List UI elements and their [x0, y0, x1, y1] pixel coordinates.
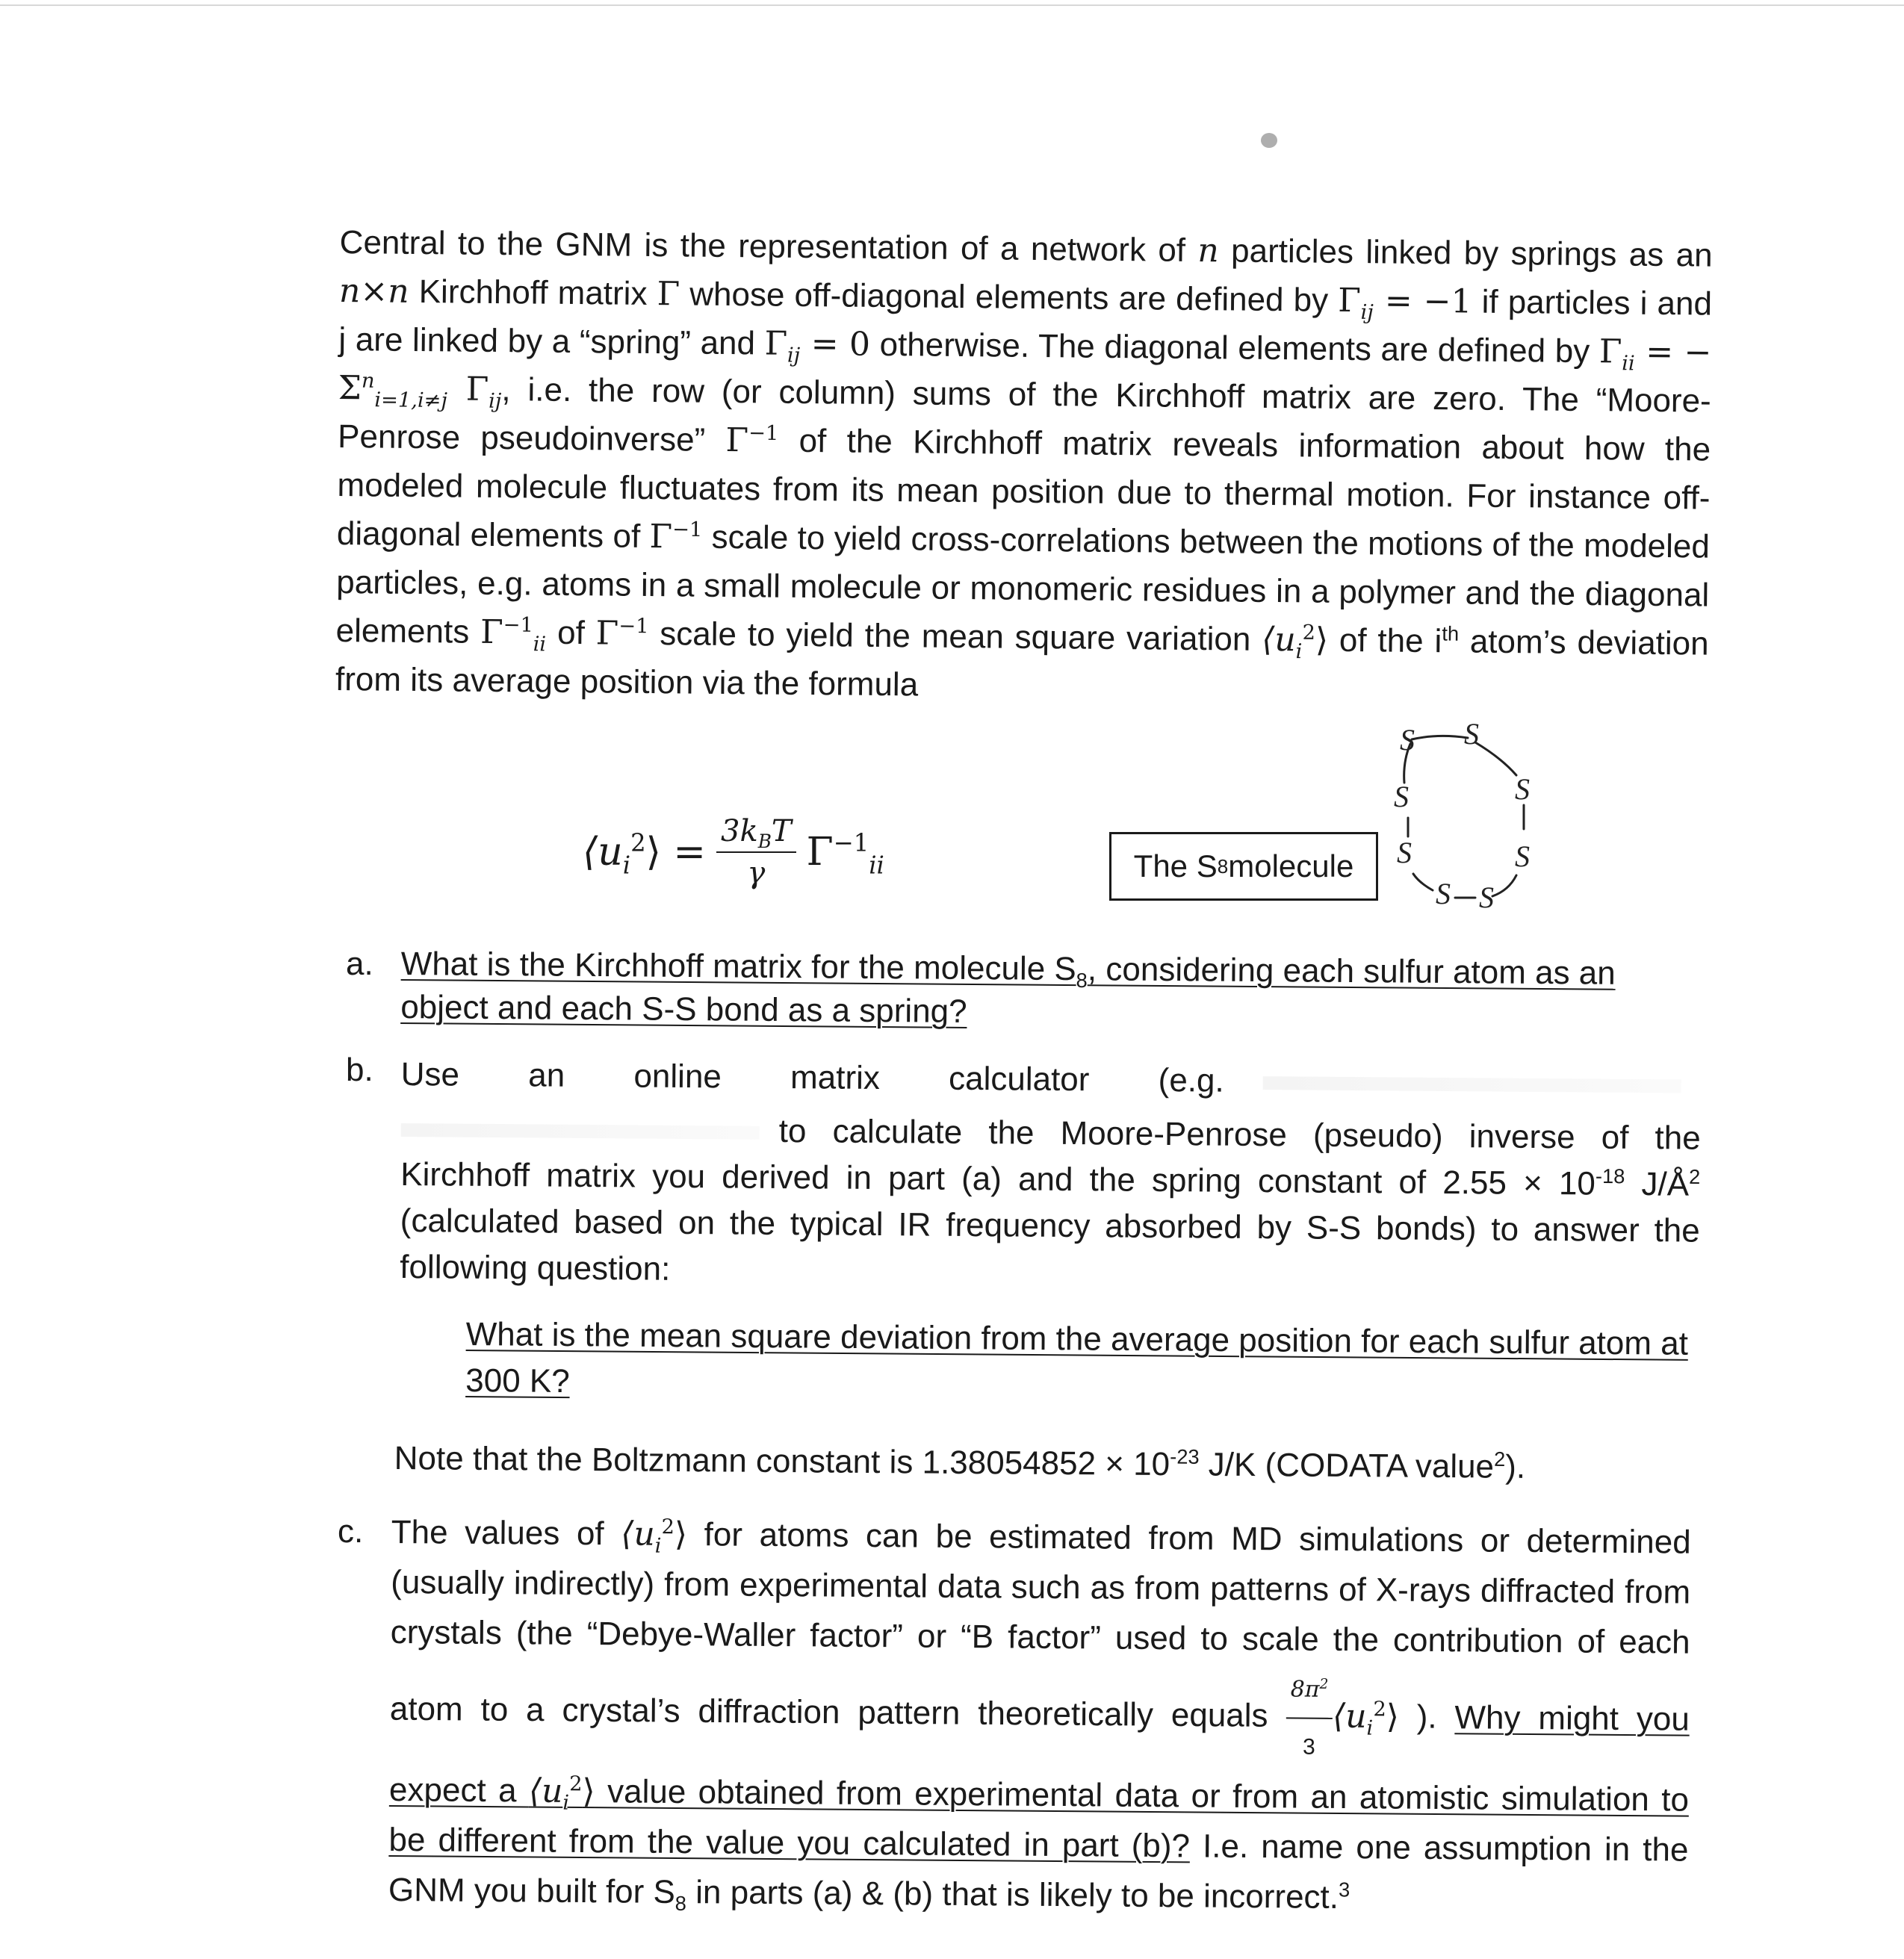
math-gamma-ij: Γ [447, 370, 489, 409]
part-c-sub: 8 [675, 1891, 687, 1915]
part-b-question-text: What is the mean square deviation from the average position for each sulfur atom at 300 K? [465, 1315, 1689, 1400]
math-bracket: ⟩ [1386, 1698, 1400, 1736]
intro-text: whose off-diagonal elements are defined by [679, 276, 1339, 319]
ring-atom: S [1479, 881, 1494, 914]
math-sup-2: 2 [1302, 621, 1316, 645]
bond [1492, 875, 1516, 896]
math-n: n [1197, 232, 1220, 270]
part-c-text: for atoms can be estimated from MD simulations or determined (usually indirectly) from experimental data such as from patterns of X-rays diffracted from crystals (the “Debye-Waller factor” or “B factor” used to scale the contribution of each atom to a crystal’s diffraction pattern theoretically equals [389, 1516, 1691, 1735]
bond [1412, 736, 1468, 739]
formula-numerator [716, 814, 796, 853]
formula-lhs-open: ⟨u [583, 830, 623, 875]
part-b-question [465, 1311, 1699, 1414]
s8-label-tail: molecule [1228, 848, 1354, 884]
ring-atom: S [1397, 836, 1412, 869]
s8-label-box: The S 8 molecule [1109, 832, 1378, 901]
ring-atom: S [1394, 780, 1409, 813]
formula-rhs-sub: ii [869, 851, 884, 880]
scan-speck [1261, 133, 1277, 148]
part-c-u2: value obtained from experimental data or from an atomistic simulation to be different from the value you calculated in part (b)? [388, 1773, 1690, 1865]
formula-lhs [583, 828, 706, 880]
math-bracket: ⟩ [582, 1772, 595, 1811]
note-exp: -23 [1170, 1444, 1200, 1468]
math-gamma-ii-inverse: Γ [480, 612, 503, 652]
formula-rhs-sup: −1 [833, 828, 869, 857]
math-gamma-ij: Γ [1338, 281, 1362, 320]
math-gamma: Γ [657, 275, 680, 314]
part-b-letter: b. [346, 1052, 373, 1088]
part-a-question [400, 943, 1701, 1040]
ring-atom: S [1464, 717, 1479, 751]
math-bracket: ⟩ [1315, 621, 1329, 659]
part-a-letter: a. [346, 946, 373, 982]
part-a-tail: , considering each sulfur atom as an object and each S-S bond as a spring? [400, 951, 1616, 1030]
frac-num-text: 8π [1290, 1676, 1320, 1703]
math-eq-zero: = 0 [800, 324, 871, 364]
part-c-text: I.e. name one assumption in the GNM you built for S [388, 1828, 1689, 1910]
intro-text: if particles i and j are linked by a “spring” and [338, 283, 1713, 362]
ring-atom: S [1515, 772, 1530, 806]
part-b-unit: J/Å [1625, 1165, 1690, 1203]
part-c-text: The values of [391, 1513, 621, 1553]
math-mean-square: ⟨u [1332, 1697, 1367, 1736]
intro-text: Kirchhoff matrix [409, 273, 657, 313]
ordinal-th: th [1442, 621, 1460, 645]
part-a-text-main: What is the Kirchhoff matrix for the molecule S [400, 945, 1076, 988]
intro-text: particles linked by springs as an [1218, 232, 1713, 274]
formula-rhs [806, 828, 884, 880]
intro-text: otherwise. The diagonal elements are defined by [869, 326, 1600, 370]
math-sub-ij: ij [488, 389, 502, 413]
math-sub-i: i [1295, 640, 1303, 664]
frac-num-sup: 2 [1319, 1676, 1329, 1692]
b-factor-fraction [1286, 1664, 1333, 1772]
math-sum-upper: n [361, 369, 375, 393]
math-sup-2: 2 [1373, 1698, 1386, 1722]
math-sub-ii: ii [533, 633, 547, 656]
ring-bonds [1404, 736, 1524, 898]
ring-atom: S [1400, 723, 1415, 757]
note-text: Note that the Boltzmann constant is 1.38054852 × 10 [394, 1439, 1170, 1483]
msq-formula [583, 814, 884, 890]
math-nxn: n×n [338, 271, 409, 311]
part-b-exp: -18 [1595, 1164, 1625, 1188]
math-sum: = − Σ [338, 332, 1712, 408]
math-sub-ij: ij [787, 344, 801, 367]
math-gamma-inverse: Γ [595, 614, 619, 653]
math-inverse-exp: −1 [748, 421, 779, 445]
part-b-word: an [528, 1057, 565, 1094]
math-sub-ij: ij [1360, 300, 1374, 325]
math-mean-square: ⟨u [1262, 620, 1297, 659]
part-b-word: matrix [790, 1059, 881, 1097]
note-end: ). [1505, 1448, 1526, 1485]
redacted-link [401, 1123, 760, 1140]
part-b-text: to calculate the Moore-Penrose (pseudo) inverse of the Kirchhoff matrix you derived in part (a) and the spring constant of 2.55 × 10 [400, 1112, 1701, 1202]
math-bracket: ⟩ [674, 1515, 688, 1554]
intro-text: scale to yield the mean square variation [648, 615, 1262, 658]
intro-text: Central to the GNM is the representation of a network of [339, 223, 1198, 270]
math-sub-i: i [562, 1791, 570, 1815]
ring-atom: S [1436, 877, 1451, 910]
part-c-letter: c. [338, 1513, 364, 1550]
formula-num-sub-b: B [757, 831, 772, 852]
math-gamma-ii: Γ [1598, 332, 1622, 371]
part-c-u1: Why might you expect a [388, 1698, 1690, 1810]
part-b-word: Use [400, 1055, 460, 1093]
formula-num-3k: 3k [721, 814, 758, 848]
part-a-sub: 8 [1076, 968, 1088, 993]
formula-lhs-close: ⟩ = [645, 830, 706, 875]
scan-edge-line [0, 4, 1904, 6]
math-mean-square: ⟨u [528, 1772, 563, 1810]
part-b-body [400, 1105, 1701, 1301]
math-eq-minus-one: = −1 [1373, 282, 1472, 321]
part-b-first-line [401, 1053, 1701, 1107]
intro-text: scale to yield cross-correlations between the motions of the modeled particles, e.g. atoms in a small molecule or monomeric residues in a polymer and the diagonal elements [335, 518, 1711, 651]
note-tail: J/K (CODATA value [1199, 1446, 1495, 1485]
frac-num [1286, 1664, 1333, 1719]
math-gamma-ij: Γ [764, 324, 788, 363]
math-inverse-exp: −1 [618, 614, 649, 639]
math-sub-i: i [1366, 1716, 1374, 1740]
math-inverse-exp: −1 [672, 518, 703, 542]
intro-text: , i.e. the row (or column) sums of the Kirchhoff matrix are zero. The “Moore-Penrose pseudoinverse” [337, 371, 1711, 459]
part-b-text2: (calculated based on the typical IR frequency absorbed by S-S bonds) to answer the following question: [400, 1202, 1700, 1288]
redacted-link [1263, 1076, 1681, 1093]
part-c-ref: 3 [1338, 1878, 1351, 1901]
math-gamma-inverse: Γ [725, 420, 749, 460]
s8-ring-sketch [1367, 717, 1591, 919]
intro-paragraph [335, 218, 1713, 717]
note-ref: 2 [1493, 1447, 1506, 1471]
intro-text: of the Kirchhoff matrix reveals information about how the modeled molecule fluctuates from its mean position due to thermal motion. For instance off-diagonal elements of [336, 422, 1711, 555]
frac-den: 3 [1302, 1734, 1315, 1760]
bond [1475, 742, 1516, 775]
bond [1413, 874, 1433, 890]
part-b-word: online [633, 1058, 722, 1096]
part-c-body [388, 1507, 1691, 1925]
math-sum-lower: i=1,i≠j [374, 388, 448, 413]
intro-text: of [546, 614, 596, 652]
part-a-text [400, 946, 1616, 1030]
math-inverse-exp: −1 [503, 613, 534, 637]
formula-fraction [716, 814, 796, 890]
formula-rhs-gamma: Γ [806, 830, 834, 875]
math-sub-ii: ii [1622, 352, 1635, 376]
boltzmann-note [394, 1437, 1709, 1491]
part-b-word: (e.g. [1158, 1061, 1224, 1099]
formula-lhs-sub: i [622, 851, 631, 880]
math-mean-square: ⟨u [621, 1515, 655, 1553]
formula-denominator: γ [747, 856, 766, 890]
formula-num-t: T [771, 814, 792, 848]
s8-label-text: The S [1133, 848, 1218, 884]
intro-text: of the i [1327, 621, 1442, 660]
part-b-unit-sup: 2 [1689, 1164, 1701, 1189]
part-b-word: calculator [948, 1060, 1090, 1099]
math-sup-2: 2 [569, 1772, 583, 1796]
part-c-text: in parts (a) & (b) that is likely to be incorrect. [686, 1874, 1339, 1916]
part-c-text: ). [1398, 1698, 1455, 1736]
intro-text: atom’s deviation from its average position via the formula [335, 623, 1709, 704]
math-sub-i: i [654, 1534, 662, 1558]
formula-lhs-sup: 2 [630, 828, 646, 857]
math-gamma-inverse: Γ [649, 518, 673, 556]
math-sup-2: 2 [661, 1515, 675, 1539]
ring-atom: S [1515, 839, 1530, 873]
